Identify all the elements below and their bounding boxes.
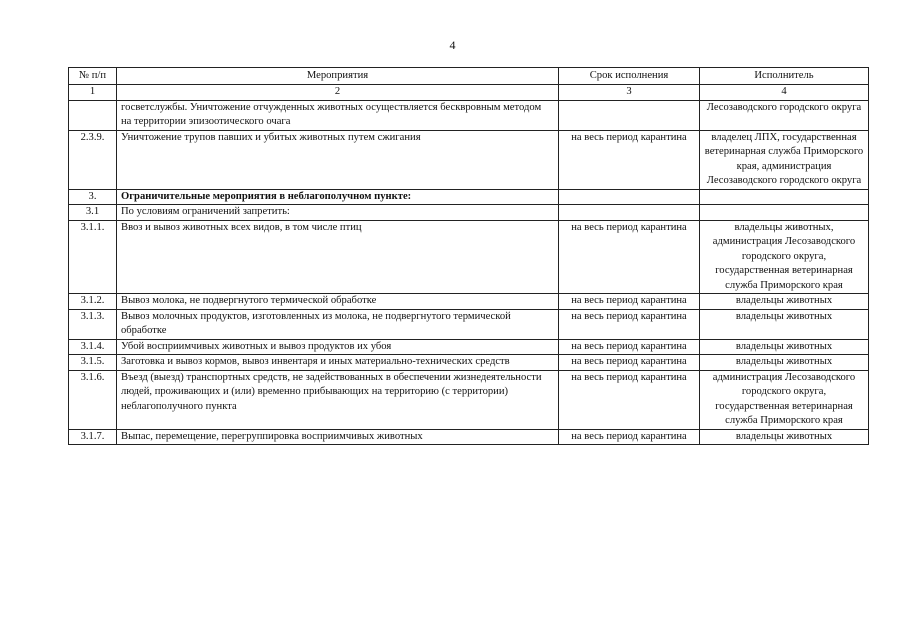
row-term: на весь период карантина: [559, 309, 700, 339]
header-num: № п/п: [69, 68, 117, 85]
row-term: на весь период карантина: [559, 339, 700, 355]
row-executor: владелец ЛПХ, государственная ветеринарная служба Приморского края, администрация Лесозаводского городского округа: [700, 130, 869, 189]
header-row: [69, 68, 869, 85]
row-term: [559, 100, 700, 130]
table-body: [69, 100, 869, 445]
row-measure: Ввоз и вывоз животных всех видов, в том числе птиц: [117, 220, 559, 294]
row-term: на весь период карантина: [559, 130, 700, 189]
measures-table: [68, 67, 869, 445]
row-executor: администрация Лесозаводского городского округа, государственная ветеринарная служба Приморского края: [700, 370, 869, 429]
row-executor: Лесозаводского городского округа: [700, 100, 869, 130]
row-number: 3.1.3.: [69, 309, 117, 339]
row-measure: Вывоз молочных продуктов, изготовленных из молока, не подвергнутого термической обработке: [117, 309, 559, 339]
row-number: 3.1.7.: [69, 429, 117, 445]
header-term: Срок исполнения: [559, 68, 700, 85]
table-row: [69, 189, 869, 205]
row-number: 3.1: [69, 205, 117, 221]
table-row: [69, 294, 869, 310]
table-row: [69, 205, 869, 221]
column-number: 2: [117, 85, 559, 101]
table-row: [69, 429, 869, 445]
table-row: [69, 370, 869, 429]
column-number: 4: [700, 85, 869, 101]
column-number: 1: [69, 85, 117, 101]
row-term: на весь период карантина: [559, 294, 700, 310]
row-term: на весь период карантина: [559, 355, 700, 371]
row-measure: Выпас, перемещение, перегруппировка восприимчивых животных: [117, 429, 559, 445]
table-row: [69, 309, 869, 339]
row-term: на весь период карантина: [559, 220, 700, 294]
row-executor: [700, 189, 869, 205]
page-number: 4: [449, 38, 456, 52]
row-number: 2.3.9.: [69, 130, 117, 189]
row-executor: владельцы животных: [700, 294, 869, 310]
table-row: [69, 100, 869, 130]
row-measure: Ограничительные мероприятия в неблагополучном пункте:: [117, 189, 559, 205]
row-measure: Убой восприимчивых животных и вывоз продуктов их убоя: [117, 339, 559, 355]
row-number: 3.1.2.: [69, 294, 117, 310]
table-row: [69, 130, 869, 189]
column-number: 3: [559, 85, 700, 101]
row-measure: Вывоз молока, не подвергнутого термической обработке: [117, 294, 559, 310]
row-executor: владельцы животных: [700, 339, 869, 355]
row-term: [559, 189, 700, 205]
table-row: [69, 355, 869, 371]
row-measure: По условиям ограничений запретить:: [117, 205, 559, 221]
header-executor: Исполнитель: [700, 68, 869, 85]
row-measure: Уничтожение трупов павших и убитых животных путем сжигания: [117, 130, 559, 189]
row-number: 3.1.4.: [69, 339, 117, 355]
table-row: [69, 339, 869, 355]
table-row: [69, 220, 869, 294]
row-number: 3.: [69, 189, 117, 205]
row-number: 3.1.6.: [69, 370, 117, 429]
row-executor: [700, 205, 869, 221]
row-executor: владельцы животных: [700, 429, 869, 445]
row-term: на весь период карантина: [559, 429, 700, 445]
row-number: 3.1.1.: [69, 220, 117, 294]
header-measures: Мероприятия: [117, 68, 559, 85]
column-number-row: [69, 85, 869, 101]
row-measure: Въезд (выезд) транспортных средств, не задействованных в обеспечении жизнедеятельности людей, проживающих и (или) временно прибывающих на территорию (с территории) неблагополучного пункта: [117, 370, 559, 429]
row-number: 3.1.5.: [69, 355, 117, 371]
row-executor: владельцы животных: [700, 355, 869, 371]
row-measure: госветслужбы. Уничтожение отчужденных животных осуществляется бесквровным методом на территории эпизоотического очага: [117, 100, 559, 130]
row-executor: владельцы животных: [700, 309, 869, 339]
row-measure: Заготовка и вывоз кормов, вывоз инвентаря и иных материально-технических средств: [117, 355, 559, 371]
row-number: [69, 100, 117, 130]
row-term: [559, 205, 700, 221]
row-executor: владельцы животных, администрация Лесозаводского городского округа, государственная ветеринарная служба Приморского края: [700, 220, 869, 294]
row-term: на весь период карантина: [559, 370, 700, 429]
